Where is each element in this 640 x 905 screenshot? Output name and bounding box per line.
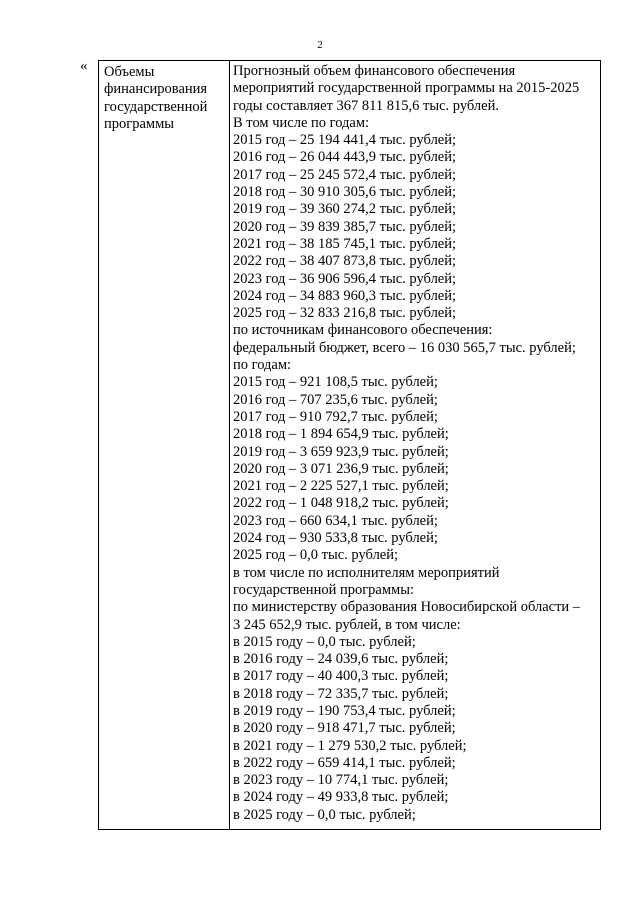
row-label-line: финансирования — [104, 81, 208, 98]
funding-line: 2024 год – 930 533,8 тыс. рублей; — [233, 530, 438, 547]
funding-line: 2023 год – 660 634,1 тыс. рублей; — [233, 512, 438, 529]
funding-line: 2021 год – 38 185 745,1 тыс. рублей; — [233, 235, 457, 252]
funding-line: В том числе по годам: — [233, 114, 370, 131]
funding-line: в 2021 году – 1 279 530,2 тыс. рублей; — [233, 737, 467, 754]
funding-line: 2020 год – 39 839 385,7 тыс. рублей; — [233, 218, 457, 235]
funding-line: в 2024 году – 49 933,8 тыс. рублей; — [233, 789, 449, 806]
funding-line: 2019 год – 39 360 274,2 тыс. рублей; — [233, 201, 457, 218]
funding-line: 2021 год – 2 225 527,1 тыс. рублей; — [233, 478, 449, 495]
row-label-line: Объемы — [104, 64, 155, 80]
funding-line: 2017 год – 25 245 572,4 тыс. рублей; — [233, 166, 457, 183]
funding-line: 2019 год – 3 659 923,9 тыс. рублей; — [233, 443, 449, 460]
funding-line: в 2025 году – 0,0 тыс. рублей; — [233, 806, 416, 823]
funding-line: федеральный бюджет, всего – 16 030 565,7 тыс. рублей; — [233, 339, 576, 356]
funding-line: 2023 год – 36 906 596,4 тыс. рублей; — [233, 270, 457, 287]
funding-line: мероприятий государственной программы на 2015-2025 — [233, 80, 580, 97]
funding-line: в 2022 году – 659 414,1 тыс. рублей; — [233, 754, 456, 771]
funding-line: 2016 год – 26 044 443,9 тыс. рублей; — [233, 149, 457, 166]
funding-line: по источникам финансового обеспечения: — [233, 322, 493, 339]
row-label — [99, 61, 229, 133]
funding-line: в 2023 году – 10 774,1 тыс. рублей; — [233, 772, 449, 789]
funding-line: 2015 год – 25 194 441,4 тыс. рублей; — [233, 132, 457, 149]
funding-line: 2016 год – 707 235,6 тыс. рублей; — [233, 391, 438, 408]
funding-line: в 2019 году – 190 753,4 тыс. рублей; — [233, 702, 456, 719]
funding-line: в 2016 году – 24 039,6 тыс. рублей; — [233, 651, 449, 668]
page-number: 2 — [317, 39, 323, 51]
funding-line: 2020 год – 3 071 236,9 тыс. рублей; — [233, 460, 449, 477]
funding-line: 2022 год – 1 048 918,2 тыс. рублей; — [233, 495, 449, 512]
funding-line: Прогнозный объем финансового обеспечения — [233, 63, 516, 79]
funding-line: по министерству образования Новосибирской области – — [233, 599, 581, 616]
funding-line: в 2015 году – 0,0 тыс. рублей; — [233, 633, 416, 650]
table-row — [99, 61, 601, 830]
row-content-cell — [230, 61, 601, 830]
funding-line: 2025 год – 32 833 216,8 тыс. рублей; — [233, 305, 457, 322]
funding-details — [230, 61, 600, 829]
opening-quote-mark: « — [80, 58, 88, 74]
row-label-line: программы — [104, 115, 174, 132]
funding-line: в 2018 году – 72 335,7 тыс. рублей; — [233, 685, 449, 702]
funding-line: 3 245 652,9 тыс. рублей, в том числе: — [233, 616, 461, 633]
funding-line: государственной программы: — [233, 581, 414, 598]
program-passport-table — [98, 60, 601, 830]
row-label-line: государственной — [104, 98, 208, 115]
funding-line: годы составляет 367 811 815,6 тыс. рублей. — [233, 97, 499, 114]
funding-line: в том числе по исполнителям мероприятий — [233, 564, 500, 581]
funding-line: 2018 год – 30 910 305,6 тыс. рублей; — [233, 184, 457, 201]
funding-line: 2017 год – 910 792,7 тыс. рублей; — [233, 408, 438, 425]
funding-line: в 2020 году – 918 471,7 тыс. рублей; — [233, 720, 456, 737]
funding-line: 2025 год – 0,0 тыс. рублей; — [233, 547, 399, 564]
row-label-cell — [99, 61, 230, 830]
funding-line: по годам: — [233, 357, 292, 374]
funding-line: 2018 год – 1 894 654,9 тыс. рублей; — [233, 426, 449, 443]
funding-line: в 2017 году – 40 400,3 тыс. рублей; — [233, 668, 449, 685]
funding-line: 2015 год – 921 108,5 тыс. рублей; — [233, 374, 438, 391]
funding-line: 2022 год – 38 407 873,8 тыс. рублей; — [233, 253, 457, 270]
funding-line: 2024 год – 34 883 960,3 тыс. рублей; — [233, 287, 457, 304]
